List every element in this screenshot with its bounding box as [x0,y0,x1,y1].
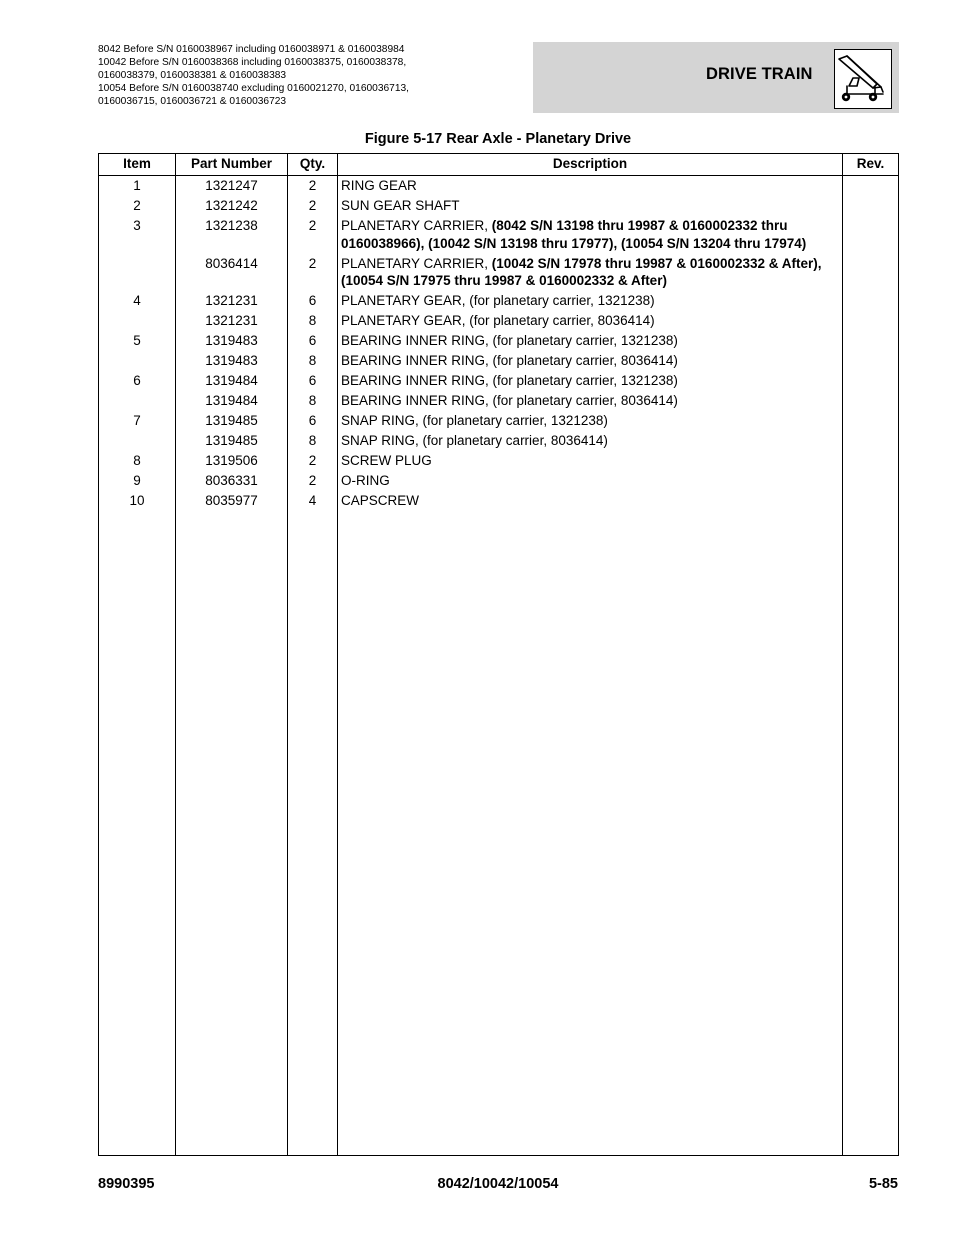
description [341,352,841,370]
description [341,217,841,252]
table-body [99,177,898,512]
description-text: PLANETARY CARRIER, [341,218,492,233]
quantity: 2 [308,218,317,233]
part-number: 8036331 [205,473,258,488]
applicability-notes [98,44,518,109]
quantity: 6 [308,293,317,308]
footer-page-number: 5-85 [868,1176,898,1192]
table-row [99,255,898,290]
table-row [99,177,898,195]
description-text: SCREW PLUG [341,453,432,468]
table-row [99,352,898,370]
item-number: 7 [133,413,141,428]
part-number: 1319485 [205,433,258,448]
quantity: 2 [308,198,317,213]
applicability-line: 10042 Before S/N 0160038368 including 0160038375, 0160038378, [98,56,407,68]
description [341,412,841,430]
quantity: 2 [308,453,317,468]
part-number: 1321238 [205,218,258,233]
table-row [99,312,898,330]
quantity: 8 [308,353,317,368]
description [341,472,841,490]
description-text: O-RING [341,473,390,488]
quantity: 8 [308,313,317,328]
part-number: 1319484 [205,393,258,408]
description-text: SNAP RING, (for planetary carrier, 8036414) [341,433,608,448]
table-row [99,197,898,215]
figure-title: Figure 5-17 Rear Axle - Planetary Drive [364,131,632,147]
item-number: 3 [133,218,141,233]
item-number: 9 [133,473,141,488]
quantity: 2 [308,473,317,488]
quantity: 8 [308,433,317,448]
description [341,177,841,195]
part-number: 1319483 [205,333,258,348]
item-number: 4 [133,293,141,308]
quantity: 8 [308,393,317,408]
footer-doc-number: 8990395 [98,1176,155,1192]
description-text: BEARING INNER RING, (for planetary carrier, 8036414) [341,393,678,408]
footer-models: 8042/10042/10054 [437,1176,559,1192]
header-divider [99,175,898,176]
table-row [99,217,898,252]
part-number: 1319483 [205,353,258,368]
table-row [99,472,898,490]
part-number: 1319506 [205,453,258,468]
description-text: PLANETARY GEAR, (for planetary carrier, 8036414) [341,313,655,328]
quantity: 4 [308,493,317,508]
parts-table [98,153,899,1156]
table-row [99,372,898,390]
header-description: Description [552,156,628,171]
description-serial-range: (8042 S/N 13198 thru 19987 & 0160002332 thru 0160038966), (10042 S/N 13198 thru 17977), (10054 S/N 13204 thru 17974) [341,218,807,251]
quantity: 6 [308,373,317,388]
description-text: SUN GEAR SHAFT [341,198,460,213]
applicability-line: 8042 Before S/N 0160038967 including 0160038971 & 0160038984 [98,44,405,55]
part-number: 1321231 [205,313,258,328]
description-text: BEARING INNER RING, (for planetary carrier, 1321238) [341,333,678,348]
part-number: 1321231 [205,293,258,308]
item-number: 8 [133,453,141,468]
header-part-number: Part Number [190,156,273,171]
item-number: 6 [133,373,141,388]
part-number: 1321242 [205,198,258,213]
table-row [99,492,898,510]
table-row [99,452,898,470]
table-row [99,292,898,310]
description-text: PLANETARY GEAR, (for planetary carrier, 1321238) [341,293,655,308]
section-title: DRIVE TRAIN [706,65,813,83]
description-text: BEARING INNER RING, (for planetary carrier, 1321238) [341,373,678,388]
quantity: 6 [308,413,317,428]
description [341,372,841,390]
description-text: BEARING INNER RING, (for planetary carrier, 8036414) [341,353,678,368]
description-text: SNAP RING, (for planetary carrier, 1321238) [341,413,608,428]
part-number: 8035977 [205,493,258,508]
quantity: 6 [308,333,317,348]
quantity: 2 [308,255,317,271]
quantity: 2 [308,178,317,193]
applicability-line: 0160036715, 0160036721 & 0160036723 [98,95,287,107]
description [341,332,841,350]
description-text: RING GEAR [341,178,417,193]
description [341,392,841,410]
description-serial-range: (10042 S/N 17978 thru 19987 & 0160002332 & After), (10054 S/N 17975 thru 19987 & 0160002332 & After) [341,255,822,288]
part-number: 1321247 [205,178,258,193]
part-number: 1319484 [205,373,258,388]
telehandler-icon [834,49,892,109]
header-item: Item [123,156,151,171]
description [341,432,841,450]
table-row [99,392,898,410]
item-number: 1 [133,178,141,193]
description-text: PLANETARY CARRIER, [341,255,492,271]
table-row [99,432,898,450]
table-row [99,332,898,350]
description-text: CAPSCREW [341,493,420,508]
item-number: 2 [133,198,141,213]
description [341,452,841,470]
header-qty: Qty. [299,156,326,171]
part-number: 1319485 [205,413,258,428]
applicability-line: 0160038379, 0160038381 & 0160038383 [98,69,287,81]
section-header [533,42,899,113]
description [341,197,841,215]
description [341,292,841,310]
table-row [99,412,898,430]
description [341,312,841,330]
applicability-line: 10054 Before S/N 0160038740 excluding 0160021270, 0160036713, [98,82,409,94]
header-rev: Rev. [856,156,885,171]
description [341,255,841,290]
description [341,492,841,510]
part-number: 8036414 [205,255,258,271]
item-number: 10 [129,493,145,508]
item-number: 5 [133,333,141,348]
